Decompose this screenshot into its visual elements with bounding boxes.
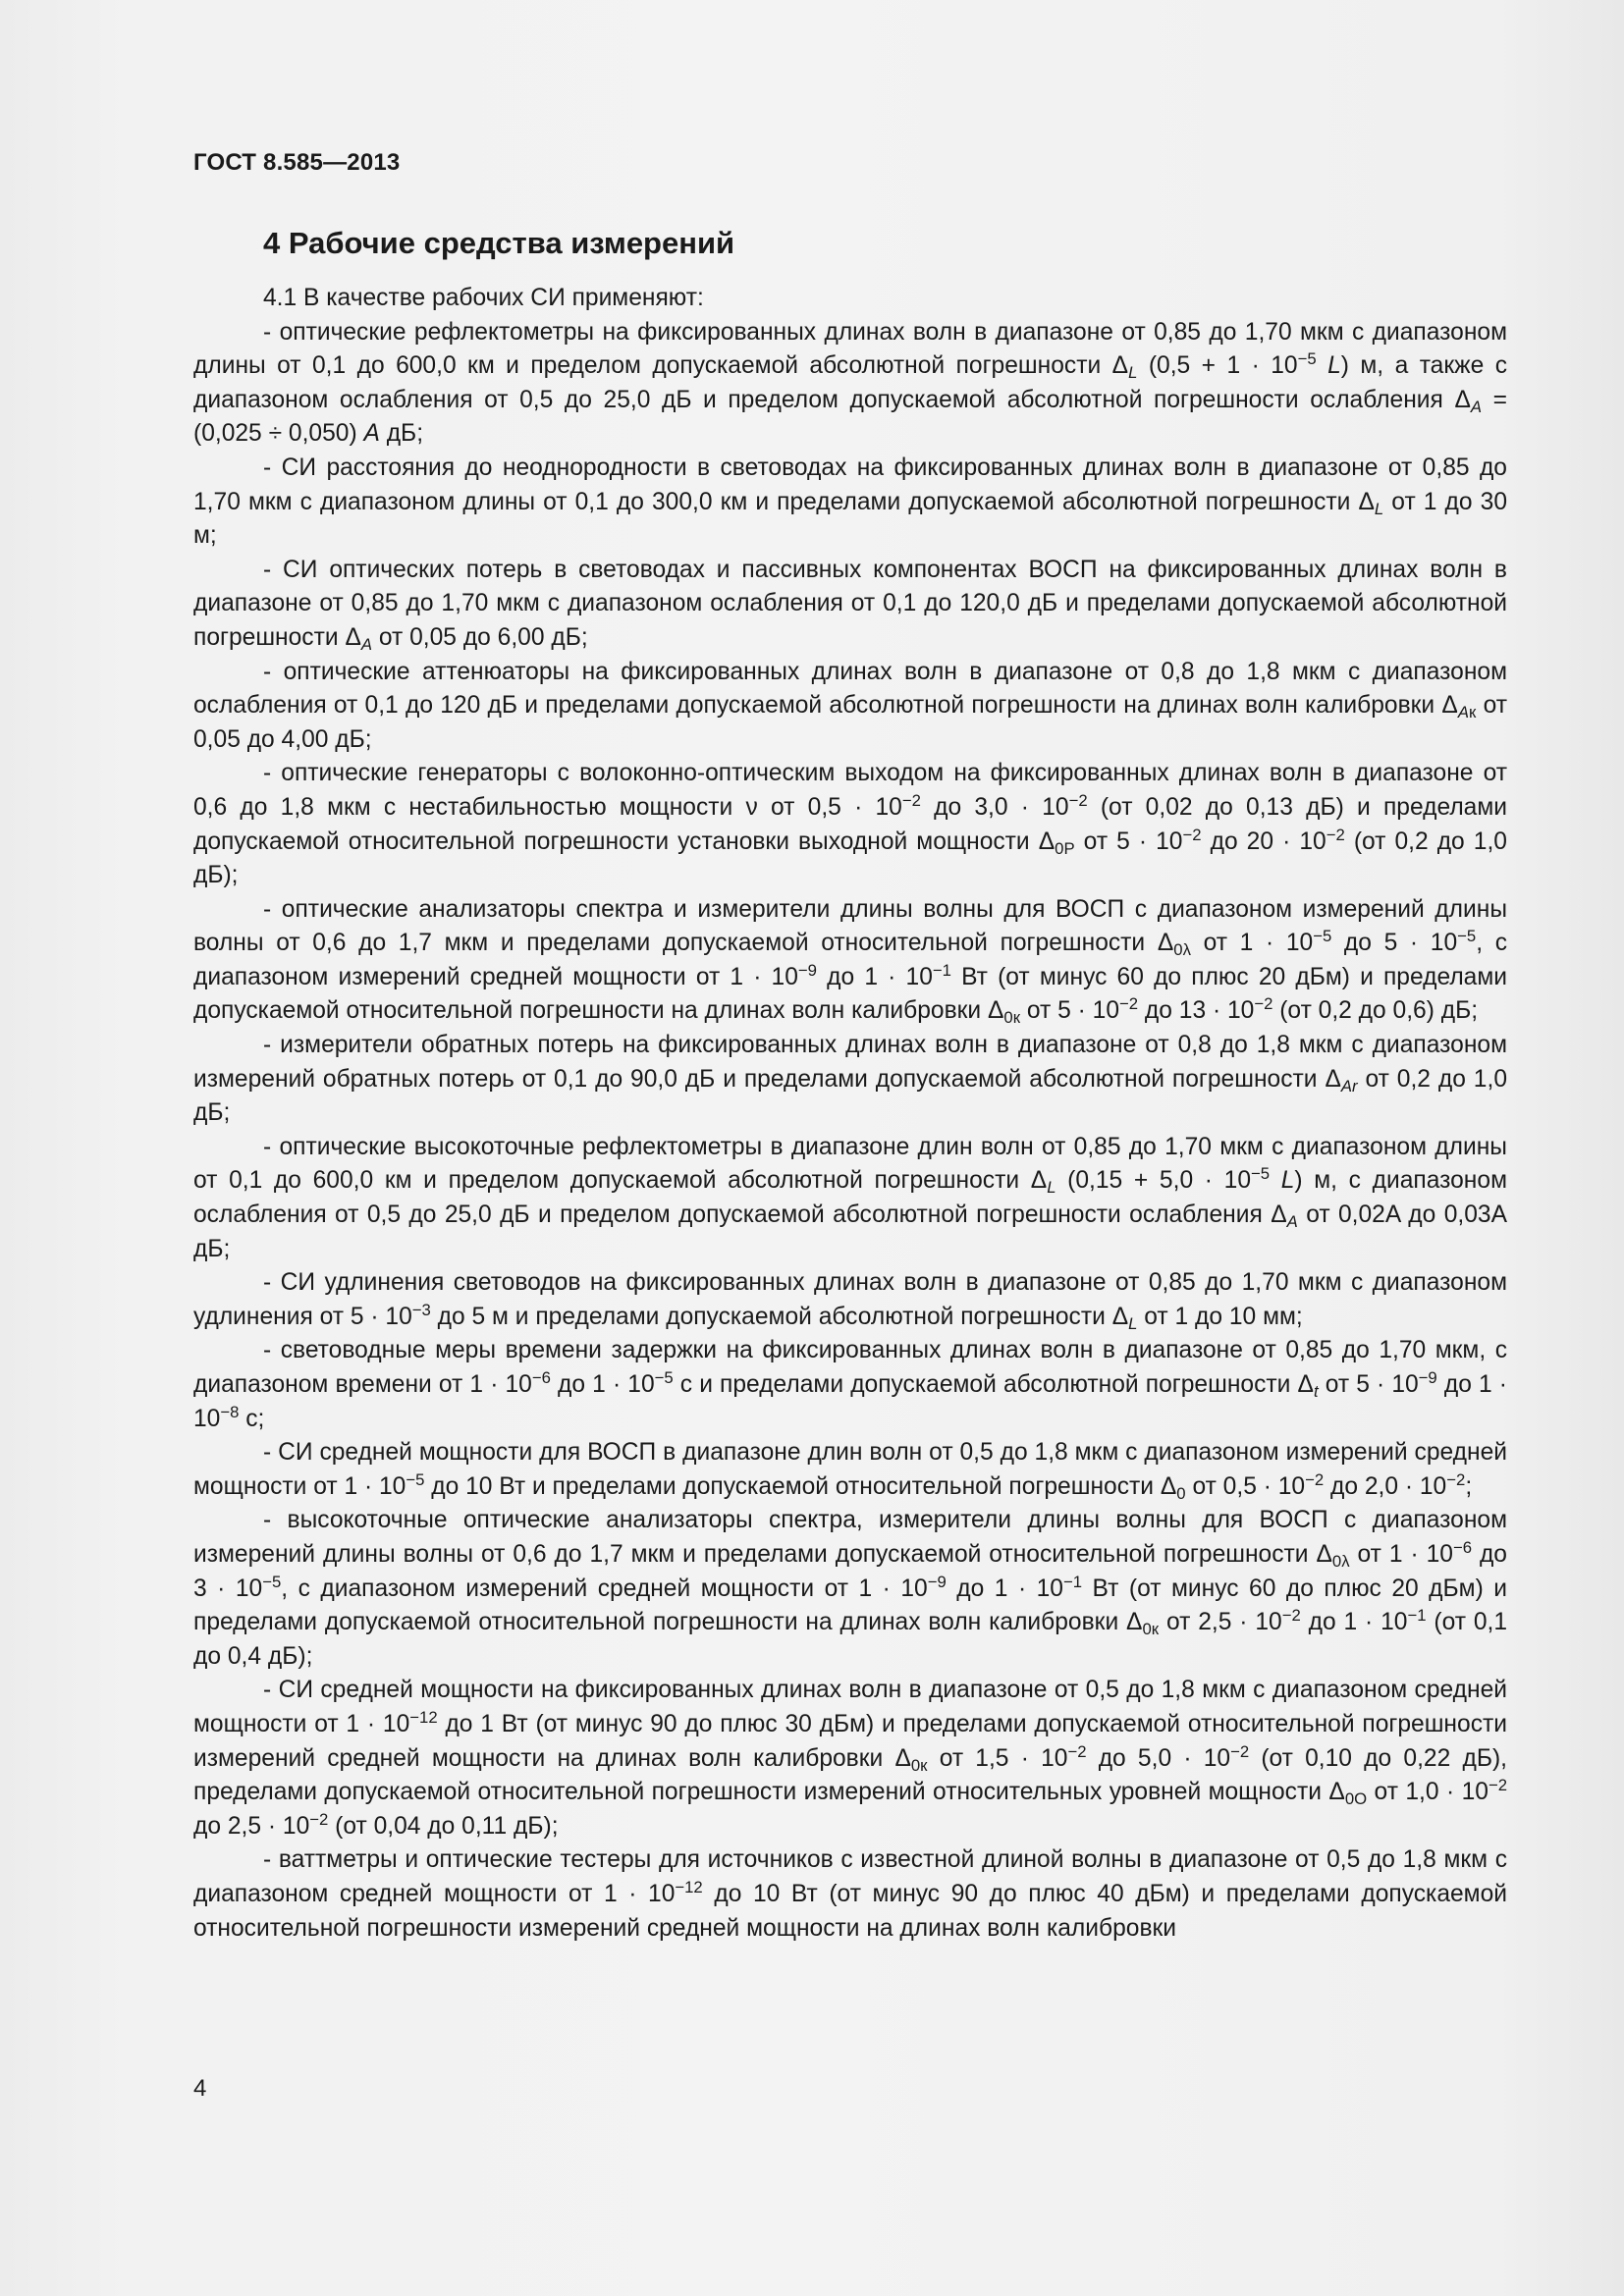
list-item: - СИ средней мощности на фиксированных длинах волн в диапазоне от 0,5 до 1,8 мкм с диапазоном средней мощности от $1 \cdot 10^{-12}$ до 1 Вт (от минус 90 до плюс 30 дБм) и пределами допускаемой относительной погрешности измерений средней мощности на длинах волн калибровки $\Delta_{0к}$ от $1,5 \cdot 10^{-2}$ до $5,0 \cdot 10^{-2}$ (от 0,10 до 0,22 дБ), пределами допускаемой относительной погрешности измерений относительных уровней мощности $\Delta_{0O}$ от $1,0 \cdot 10^{-2}$ до $2,5 \cdot 10^{-2}$ (от 0,04 до 0,11 дБ);: [193, 1677, 1507, 1840]
list-item: - оптические аттенюаторы на фиксированных длинах волн в диапазоне от 0,8 до 1,8 мкм с диапазоном ослабления от 0,1 до 120 дБ и пределами допускаемой абсолютной погрешности на длинах волн калибровки $\Delta_{Aк}$ от 0,05 до 4,00 дБ;: [193, 658, 1507, 753]
list-item: - оптические рефлектометры на фиксированных длинах волн в диапазоне от 0,85 до 1,70 мкм с диапазоном длины от 0,1 до 600,0 км и пределом допускаемой абсолютной погрешности $\Delta_L$ ($0,5 + 1 \cdot 10^{-5}$ L) м, а также с диапазоном ослабления от 0,5 до 25,0 дБ и пределом допускаемой абсолютной погрешности ослабления $\Delta_A = (0,025 \div 0,050)$ A дБ;: [193, 318, 1507, 448]
list-item: - высокоточные оптические анализаторы спектра, измерители длины волны для ВОСП с диапазоном измерений длины волны от 0,6 до 1,7 мкм и пределами допускаемой относительной погрешности $\Delta_{0\lambda}$ от $1 \cdot 10^{-6}$ до $3 \cdot 10^{-5}$, с диапазоном измерений средней мощности от $1 \cdot 10^{-9}$ до $1 \cdot 10^{-1}$ Вт (от минус 60 до плюс 20 дБм) и пределами допускаемой относительной погрешности на длинах волн калибровки $\Delta_{0к}$ от $2,5 \cdot 10^{-2}$ до $1 \cdot 10^{-1}$ (от 0,1 до 0,4 дБ);: [193, 1507, 1508, 1670]
list-item: - оптические анализаторы спектра и измерители длины волны для ВОСП с диапазоном измерений длины волны от 0,6 до 1,7 мкм и пределами допускаемой относительной погрешности $\Delta_{0\lambda}$ от $1 \cdot 10^{-5}$ до $5 \cdot 10^{-5}$, с диапазоном измерений средней мощности от $1 \cdot 10^{-9}$ до $1 \cdot 10^{-1}$ Вт (от минус 60 до плюс 20 дБм) и пределами допускаемой относительной погрешности на длинах волн калибровки $\Delta_{0к}$ от $5 \cdot 10^{-2}$ до $13 \cdot 10^{-2}$ (от 0,2 до 0,6) дБ;: [193, 895, 1508, 1028]
list-item: - световодные меры времени задержки на фиксированных длинах волн в диапазоне от 0,85 до 1,70 мкм, с диапазоном времени от $1 \cdot 10^{-6}$ до $1 \cdot 10^{-5}$ с и пределами допускаемой абсолютной погрешности $\Delta_t$ от $5 \cdot 10^{-9}$ до $1 \cdot 10^{-8}$ с;: [193, 1337, 1507, 1432]
list-item: - СИ оптических потерь в световодах и пассивных компонентах ВОСП на фиксированных длинах волн в диапазоне от 0,85 до 1,70 мкм с диапазоном ослабления от 0,1 до 120,0 дБ и пределами допускаемой абсолютной погрешности $\Delta_A$ от 0,05 до 6,00 дБ;: [193, 556, 1507, 654]
list-item: - оптические высокоточные рефлектометры в диапазоне длин волн от 0,85 до 1,70 мкм с диапазоном длины от 0,1 до 600,0 км и пределом допускаемой абсолютной погрешности $\Delta_L$ ($0,15 + 5,0 \cdot 10^{-5}$ L) м, с диапазоном ослабления от 0,5 до 25,0 дБ и пределом допускаемой абсолютной погрешности ослабления $\Delta_A$ от 0,02A до 0,03A дБ;: [193, 1133, 1507, 1262]
page-number: 4: [193, 2075, 207, 2102]
list-item: - СИ расстояния до неоднородности в световодах на фиксированных длинах волн в диапазоне от 0,85 до 1,70 мкм с диапазоном длины от 0,1 до 300,0 км и пределами допускаемой абсолютной погрешности $\Delta_L$ от 1 до 30 м;: [193, 454, 1508, 550]
section-title: 4 Рабочие средства измерений: [263, 226, 735, 260]
standard-code-header: ГОСТ 8.585—2013: [193, 149, 401, 176]
list-item: - СИ удлинения световодов на фиксированных длинах волн в диапазоне от 0,85 до 1,70 мкм с диапазоном удлинения от $5 \cdot 10^{-3}$ до 5 м и пределами допускаемой абсолютной погрешности $\Delta_L$ от 1 до 10 мм;: [193, 1269, 1507, 1333]
list-item: - оптические генераторы с волоконно-оптическим выходом на фиксированных длинах волн в диапазоне от 0,6 до 1,8 мкм с нестабильностью мощности ν от $0,5 \cdot 10^{-2}$ до $3,0 \cdot 10^{-2}$ (от 0,02 до 0,13 дБ) и пределами допускаемой относительной погрешности установки выходной мощности $\Delta_{0P}$ от $5 \cdot 10^{-2}$ до $20 \cdot 10^{-2}$ (от 0,2 до 1,0 дБ);: [193, 760, 1507, 889]
list-item: - измерители обратных потерь на фиксированных длинах волн в диапазоне от 0,8 до 1,8 мкм с диапазоном измерений обратных потерь от 0,1 до 90,0 дБ и пределами допускаемой абсолютной погрешности $\Delta_{Ar}$ от 0,2 до 1,0 дБ;: [193, 1032, 1508, 1127]
list-item: - ваттметры и оптические тестеры для источников с известной длиной волны в диапазоне от 0,5 до 1,8 мкм с диапазоном средней мощности от $1 \cdot 10^{-12}$ до 10 Вт (от минус 90 до плюс 40 дБм) и пределами допускаемой относительной погрешности измерений средней мощности на длинах волн калибровки: [193, 1846, 1507, 1942]
body-text: [193, 282, 1507, 1946]
clause-intro: 4.1 В качестве рабочих СИ применяют:: [263, 285, 704, 311]
list-item: - СИ средней мощности для ВОСП в диапазоне длин волн от 0,5 до 1,8 мкм с диапазоном измерений средней мощности от $1 \cdot 10^{-5}$ до 10 Вт и пределами допускаемой относительной погрешности $\Delta_0$ от $0,5 \cdot 10^{-2}$ до $2,0 \cdot 10^{-2}$;: [193, 1439, 1507, 1503]
